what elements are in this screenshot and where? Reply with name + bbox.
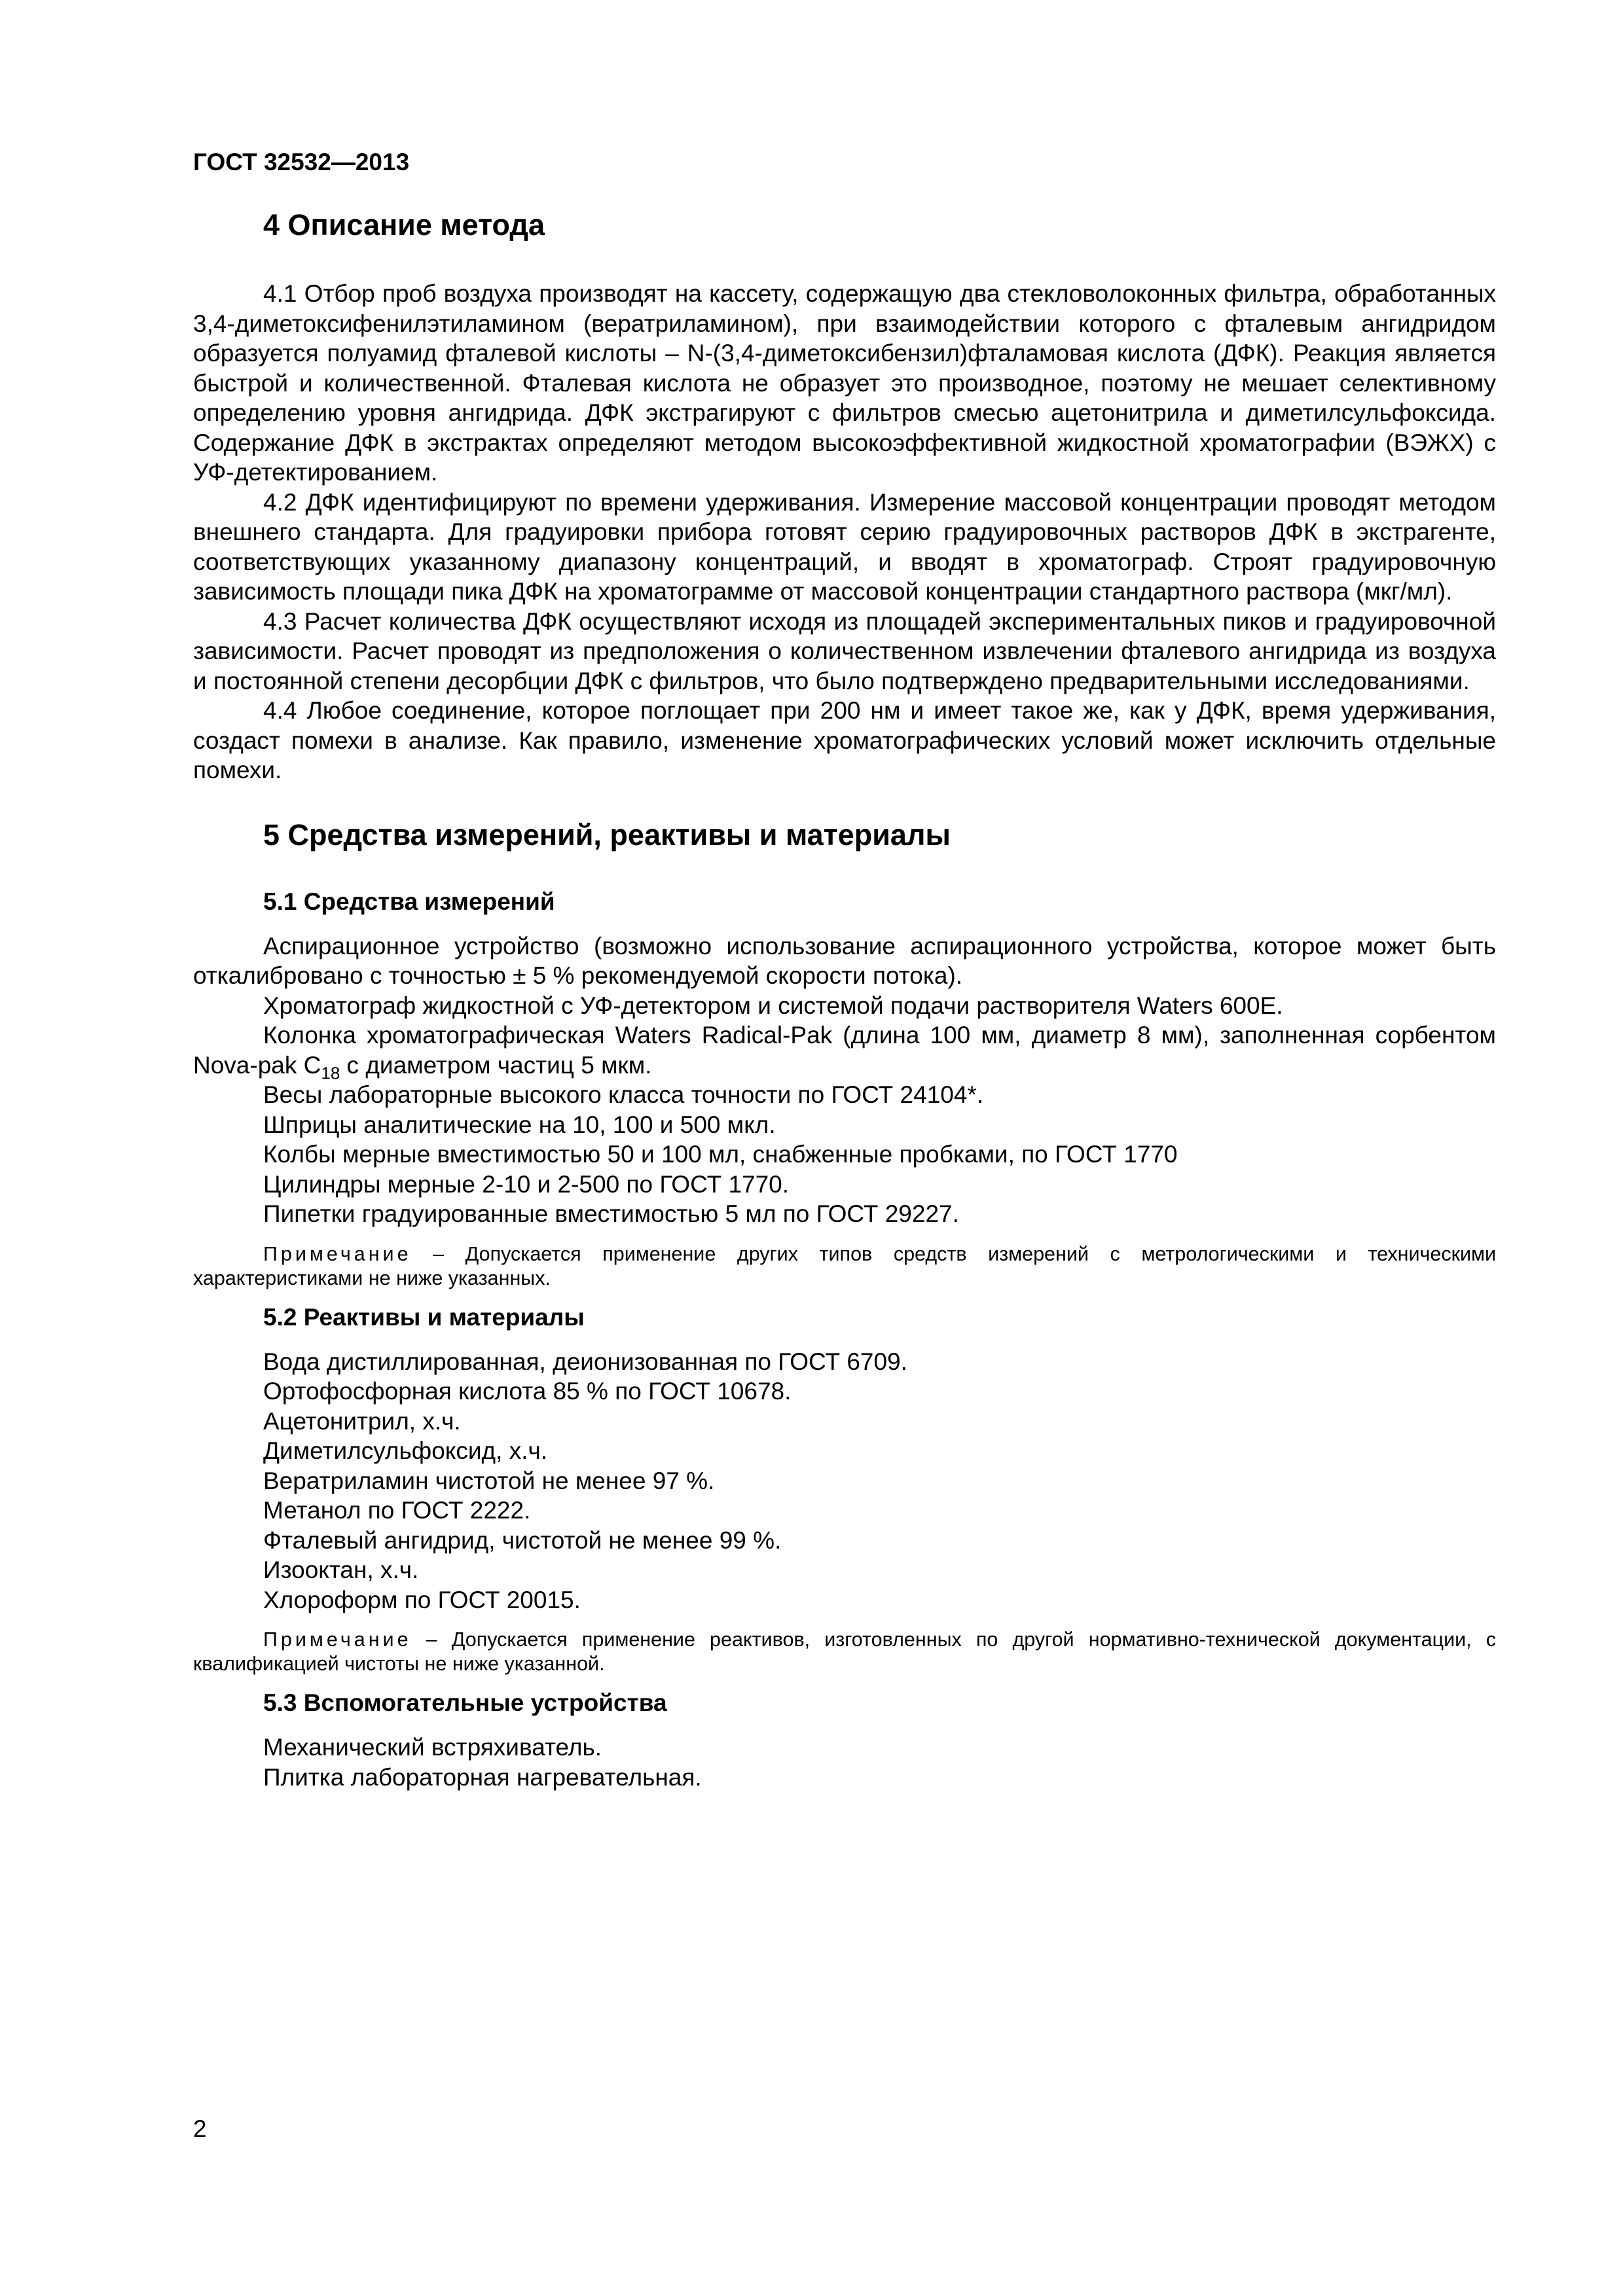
subsection-5-1-title: 5.1 Средства измерений [263, 888, 555, 915]
note-label: Примечание [263, 1628, 412, 1651]
subsection-5-2-body [193, 1347, 1496, 1677]
document-header: ГОСТ 32532—2013 [193, 149, 410, 175]
list-item: Шприцы аналитические на 10, 100 и 500 мкл. [263, 1111, 776, 1138]
paragraph-4-1: 4.1 Отбор проб воздуха производят на кассету, содержащую два стекловолоконных фильтра, обработанных 3,4-диметоксифенилэтиламином (вератриламином), при взаимодействии которого с фталевым ангидридом образуется полуамид фталевой кислоты – N-(3,4-диметоксибензил)фталамовая кислота (ДФК). Реакция является быстрой и количественной. Фталевая кислота не образует это производное, поэтому не мешает селективному определению уровня ангидрида. ДФК экстрагируют с фильтров смесью ацетонитрила и диметилсульфоксида. Содержание ДФК в экстрактах определяют методом высокоэффективной жидкостной хроматографии (ВЭЖХ) с УФ-детектированием. [193, 280, 1496, 486]
list-item: Плитка лабораторная нагревательная. [263, 1763, 702, 1791]
list-item: Механический встряхиватель. [263, 1734, 602, 1761]
column-subscript: 18 [321, 1062, 340, 1083]
column-paragraph [193, 1020, 1496, 1083]
paragraph-4-3: 4.3 Расчет количества ДФК осуществляют исходя из площадей экспериментальных пиков и градуировочной зависимости. Расчет проводят из предположения о количественном извлечении фталевого ангидрида из воздуха и постоянной степени десорбции ДФК с фильтров, что было подтверждено предварительными исследованиями. [193, 607, 1496, 694]
section-5-title: 5 Средства измерений, реактивы и материалы [263, 817, 951, 852]
list-item: Колбы мерные вместимостью 50 и 100 мл, снабженные пробками, по ГОСТ 1770 [263, 1141, 1178, 1168]
reagents-list [193, 1347, 1496, 1615]
list-item: Фталевый ангидрид, чистотой не менее 99 %. [263, 1526, 782, 1554]
list-item: Метанол по ГОСТ 2222. [263, 1497, 531, 1524]
list-item: Диметилсульфоксид, х.ч. [263, 1437, 548, 1464]
note-5-2 [193, 1628, 1496, 1676]
page-number: 2 [193, 2115, 207, 2142]
list-item: Вератриламин чистотой не менее 97 %. [263, 1467, 715, 1494]
list-item: Ортофосфорная кислота 85 % по ГОСТ 10678. [263, 1378, 792, 1405]
list-item: Вода дистиллированная, деионизованная по ГОСТ 6709. [263, 1348, 907, 1375]
section-4-title: 4 Описание метода [263, 208, 545, 242]
subsection-5-3-title: 5.3 Вспомогательные устройства [263, 1689, 667, 1716]
list-item: Пипетки градуированные вместимостью 5 мл по ГОСТ 29227. [263, 1200, 959, 1227]
list-item: Хлороформ по ГОСТ 20015. [263, 1586, 581, 1613]
column-text-start: Колонка хроматографическая Waters Radical-Pak (длина 100 мм, диаметр 8 мм), заполненная сорбентом Nova-pak C [193, 1022, 1496, 1079]
note-label: Примечание [263, 1242, 412, 1265]
list-item: Изооктан, х.ч. [263, 1556, 419, 1583]
paragraph-4-2: 4.2 ДФК идентифицируют по времени удерживания. Измерение массовой концентрации проводят методом внешнего стандарта. Для градуировки прибора готовят серию градуировочных растворов ДФК в экстрагенте, соответствующих указанному диапазону концентраций, и вводят в хроматограф. Строят градуировочную зависимость площади пика ДФК на хроматограмме от массовой концентрации стандартного раствора (мкг/мл). [193, 488, 1496, 605]
chromatograph-paragraph: Хроматограф жидкостной с УФ-детектором и системой подачи растворителя Waters 600E. [263, 992, 1283, 1019]
list-item: Цилиндры мерные 2-10 и 2-500 по ГОСТ 1770. [263, 1170, 790, 1198]
column-text-end: с диаметром частиц 5 мкм. [340, 1051, 652, 1079]
subsection-5-2-title: 5.2 Реактивы и материалы [263, 1303, 585, 1331]
document-page [193, 147, 1496, 1792]
note-text: – Допускается применение реактивов, изготовленных по другой нормативно-технической документации, с квалификацией чистоты не ниже указанной. [193, 1628, 1496, 1675]
aspirator-paragraph: Аспирационное устройство (возможно использование аспирационного устройства, которое может быть откалибровано с точностью ± 5 % рекомендуемой скорости потока). [193, 932, 1496, 989]
list-item: Весы лабораторные высокого класса точности по ГОСТ 24104*. [263, 1081, 984, 1108]
auxiliary-devices-list [193, 1732, 1496, 1792]
note-5-1 [193, 1242, 1496, 1291]
subsection-5-1-body [193, 931, 1496, 1291]
note-text: – Допускается применение других типов средств измерений с метрологическими и техническими характеристиками не ниже указанных. [193, 1242, 1496, 1289]
list-item: Ацетонитрил, х.ч. [263, 1407, 461, 1435]
section-4-body [193, 279, 1496, 785]
measurement-items-list [193, 1080, 1496, 1229]
paragraph-4-4: 4.4 Любое соединение, которое поглощает при 200 нм и имеет такое же, как у ДФК, время удерживания, создаст помехи в анализе. Как правило, изменение хроматографических условий может исключить отдельные помехи. [193, 697, 1496, 783]
